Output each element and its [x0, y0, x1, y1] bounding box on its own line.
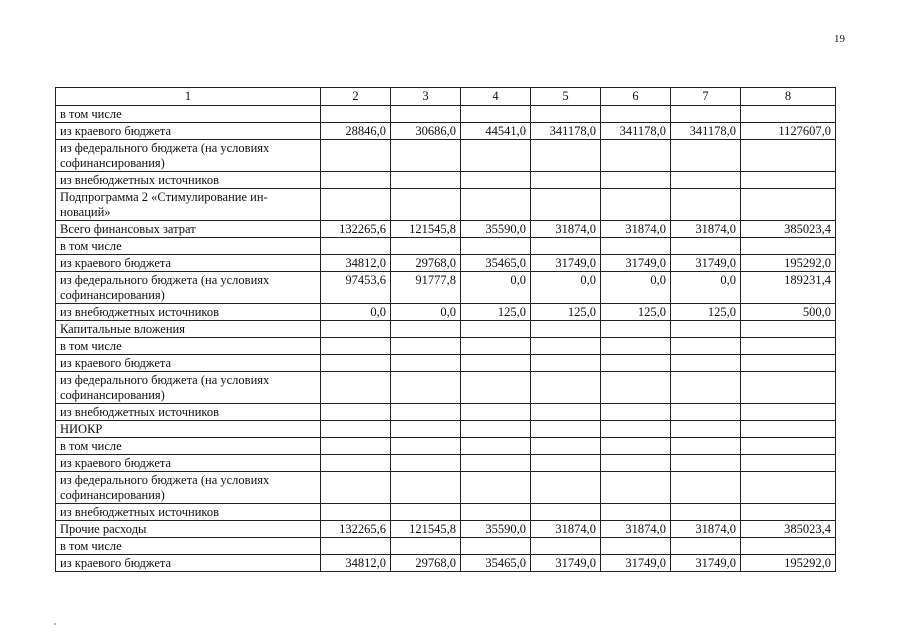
table-cell [741, 321, 836, 338]
table-cell [671, 421, 741, 438]
table-cell: 35465,0 [461, 555, 531, 572]
table-cell [321, 404, 391, 421]
table-cell [601, 355, 671, 372]
table-cell: 31874,0 [531, 521, 601, 538]
table-cell [671, 455, 741, 472]
table-row [56, 504, 836, 521]
table-cell: 1127607,0 [741, 123, 836, 140]
table-cell [391, 172, 461, 189]
table-cell [391, 355, 461, 372]
table-row [56, 421, 836, 438]
table-cell [321, 189, 391, 221]
table-row [56, 123, 836, 140]
table-row [56, 140, 836, 172]
table-cell [321, 372, 391, 404]
row-label: в том числе [56, 438, 321, 455]
table-cell [321, 355, 391, 372]
table-cell: 121545,8 [391, 521, 461, 538]
table-cell: 31749,0 [601, 255, 671, 272]
table-cell: 341178,0 [671, 123, 741, 140]
table-cell [671, 140, 741, 172]
row-label: из федерального бюджета (на условиях софинансирования) [56, 140, 321, 172]
table-cell: 0,0 [671, 272, 741, 304]
table-cell [531, 504, 601, 521]
table-cell [531, 404, 601, 421]
table-cell [531, 172, 601, 189]
table-cell [741, 438, 836, 455]
table-cell [461, 372, 531, 404]
row-label: из внебюджетных источников [56, 404, 321, 421]
table-cell: 28846,0 [321, 123, 391, 140]
table-cell: 132265,6 [321, 221, 391, 238]
table-cell [671, 321, 741, 338]
table-cell [461, 455, 531, 472]
table-cell [321, 238, 391, 255]
table-row [56, 255, 836, 272]
table-cell [461, 189, 531, 221]
table-cell: 0,0 [531, 272, 601, 304]
table-cell [531, 421, 601, 438]
table-cell: 0,0 [391, 304, 461, 321]
table-cell [321, 106, 391, 123]
table-cell [741, 538, 836, 555]
table-row [56, 355, 836, 372]
row-label: из краевого бюджета [56, 355, 321, 372]
table-row [56, 455, 836, 472]
table-cell [531, 338, 601, 355]
row-label: в том числе [56, 238, 321, 255]
table-cell: 195292,0 [741, 255, 836, 272]
row-label: в том числе [56, 538, 321, 555]
table-cell [321, 421, 391, 438]
table-cell [531, 140, 601, 172]
table-cell [601, 189, 671, 221]
table-cell [601, 504, 671, 521]
table-cell: 31749,0 [671, 555, 741, 572]
table-row [56, 372, 836, 404]
table-cell [741, 404, 836, 421]
table-row [56, 106, 836, 123]
table-cell: 34812,0 [321, 555, 391, 572]
table-cell [461, 140, 531, 172]
table-cell [321, 321, 391, 338]
table-cell [741, 455, 836, 472]
table-cell [741, 172, 836, 189]
table-row [56, 404, 836, 421]
column-header: 1 [56, 88, 321, 106]
table-cell [741, 238, 836, 255]
row-label: из федерального бюджета (на условиях софинансирования) [56, 472, 321, 504]
table-cell [741, 106, 836, 123]
table-cell [531, 189, 601, 221]
table-cell [671, 172, 741, 189]
table-cell [671, 404, 741, 421]
table-cell [671, 338, 741, 355]
table-cell [391, 372, 461, 404]
row-label: из внебюджетных источников [56, 504, 321, 521]
table-cell [321, 538, 391, 555]
table-cell [321, 338, 391, 355]
table-cell: 0,0 [601, 272, 671, 304]
table-cell: 30686,0 [391, 123, 461, 140]
table-cell [741, 140, 836, 172]
table-row [56, 438, 836, 455]
table-cell: 121545,8 [391, 221, 461, 238]
table-cell [741, 372, 836, 404]
table-cell [531, 106, 601, 123]
table-cell [531, 472, 601, 504]
table-cell [531, 455, 601, 472]
table-cell [391, 321, 461, 338]
table-cell: 125,0 [671, 304, 741, 321]
table-cell [461, 338, 531, 355]
column-header: 6 [601, 88, 671, 106]
table-cell: 31874,0 [531, 221, 601, 238]
table-cell [531, 321, 601, 338]
table-cell: 195292,0 [741, 555, 836, 572]
table-cell [391, 421, 461, 438]
row-label: из краевого бюджета [56, 455, 321, 472]
table-cell [741, 504, 836, 521]
row-label: в том числе [56, 106, 321, 123]
budget-table [55, 87, 836, 572]
row-label: Подпрограмма 2 «Стимулирование ин-новаций» [56, 189, 321, 221]
table-row [56, 221, 836, 238]
row-label: в том числе [56, 338, 321, 355]
table-cell [671, 372, 741, 404]
table-cell: 385023,4 [741, 521, 836, 538]
table-cell [741, 472, 836, 504]
row-label: из федерального бюджета (на условиях софинансирования) [56, 372, 321, 404]
table-cell: 35465,0 [461, 255, 531, 272]
page-number: 19 [834, 33, 845, 45]
table-cell [741, 355, 836, 372]
table-cell [741, 189, 836, 221]
table-row [56, 172, 836, 189]
table-cell: 29768,0 [391, 555, 461, 572]
column-header: 8 [741, 88, 836, 106]
header-row [56, 88, 836, 106]
table-cell [601, 321, 671, 338]
table-cell: 31874,0 [671, 221, 741, 238]
table-cell: 31874,0 [671, 521, 741, 538]
table-row [56, 238, 836, 255]
table-cell [531, 238, 601, 255]
table-cell [531, 438, 601, 455]
table-cell [391, 504, 461, 521]
table-cell: 125,0 [601, 304, 671, 321]
table-row [56, 304, 836, 321]
table-row [56, 189, 836, 221]
row-label: из краевого бюджета [56, 123, 321, 140]
table-cell: 189231,4 [741, 272, 836, 304]
table-cell: 34812,0 [321, 255, 391, 272]
table-cell [321, 504, 391, 521]
table-cell [741, 421, 836, 438]
table-cell: 500,0 [741, 304, 836, 321]
table-cell [321, 472, 391, 504]
table-cell: 31874,0 [601, 521, 671, 538]
table-cell [671, 238, 741, 255]
table-cell [391, 106, 461, 123]
table-cell [461, 438, 531, 455]
table-cell [391, 472, 461, 504]
table-cell [531, 538, 601, 555]
row-label: из федерального бюджета (на условиях софинансирования) [56, 272, 321, 304]
table-cell [391, 189, 461, 221]
table-cell: 0,0 [321, 304, 391, 321]
table-row [56, 521, 836, 538]
row-label: из внебюджетных источников [56, 304, 321, 321]
row-label: Всего финансовых затрат [56, 221, 321, 238]
table-cell: 132265,6 [321, 521, 391, 538]
table-cell [671, 504, 741, 521]
table-cell [391, 338, 461, 355]
table-row [56, 555, 836, 572]
table-cell [741, 338, 836, 355]
table-cell [601, 238, 671, 255]
column-header: 4 [461, 88, 531, 106]
table-cell [601, 338, 671, 355]
table-row [56, 472, 836, 504]
table-cell [671, 106, 741, 123]
table-cell [461, 404, 531, 421]
table-cell: 31749,0 [671, 255, 741, 272]
table-cell [321, 140, 391, 172]
table-cell [391, 404, 461, 421]
column-header: 5 [531, 88, 601, 106]
table-cell [461, 504, 531, 521]
table-cell [601, 472, 671, 504]
table-cell [671, 538, 741, 555]
table-cell [601, 455, 671, 472]
table-cell: 31749,0 [531, 555, 601, 572]
row-label: из внебюджетных источников [56, 172, 321, 189]
table-cell [461, 472, 531, 504]
table-cell: 91777,8 [391, 272, 461, 304]
table-cell: 341178,0 [601, 123, 671, 140]
table-cell: 44541,0 [461, 123, 531, 140]
table-cell [601, 140, 671, 172]
table-cell [601, 438, 671, 455]
column-header: 7 [671, 88, 741, 106]
table-cell [321, 438, 391, 455]
table-cell [601, 372, 671, 404]
table-cell [391, 238, 461, 255]
table-cell [461, 321, 531, 338]
column-header: 2 [321, 88, 391, 106]
table-cell: 341178,0 [531, 123, 601, 140]
table-cell [671, 355, 741, 372]
table-cell [391, 538, 461, 555]
table-cell: 125,0 [461, 304, 531, 321]
table-cell [461, 106, 531, 123]
row-label: Прочие расходы [56, 521, 321, 538]
table-cell [391, 438, 461, 455]
table-cell [601, 538, 671, 555]
table-row [56, 538, 836, 555]
table-cell [321, 455, 391, 472]
table-cell: 31749,0 [531, 255, 601, 272]
row-label: НИОКР [56, 421, 321, 438]
table-cell: 31874,0 [601, 221, 671, 238]
table-cell [391, 455, 461, 472]
table-cell [671, 472, 741, 504]
row-label: из краевого бюджета [56, 255, 321, 272]
table-cell [671, 438, 741, 455]
table-cell [601, 106, 671, 123]
table-row [56, 321, 836, 338]
table-cell [461, 538, 531, 555]
table-cell [321, 172, 391, 189]
table-cell [461, 172, 531, 189]
table-cell: 97453,6 [321, 272, 391, 304]
table-cell [461, 238, 531, 255]
table-cell [671, 189, 741, 221]
table-row [56, 272, 836, 304]
table-cell [531, 372, 601, 404]
table-cell [601, 404, 671, 421]
table-cell: 35590,0 [461, 521, 531, 538]
table-cell [601, 421, 671, 438]
table-cell: 385023,4 [741, 221, 836, 238]
row-label: из краевого бюджета [56, 555, 321, 572]
table-cell [461, 355, 531, 372]
table-cell: 0,0 [461, 272, 531, 304]
table-row [56, 338, 836, 355]
table-cell: 31749,0 [601, 555, 671, 572]
table-cell [531, 355, 601, 372]
table-cell [461, 421, 531, 438]
table-cell: 29768,0 [391, 255, 461, 272]
column-header: 3 [391, 88, 461, 106]
table-cell: 125,0 [531, 304, 601, 321]
table-cell [601, 172, 671, 189]
scan-mark [54, 623, 56, 625]
table-cell: 35590,0 [461, 221, 531, 238]
row-label: Капитальные вложения [56, 321, 321, 338]
table-cell [391, 140, 461, 172]
